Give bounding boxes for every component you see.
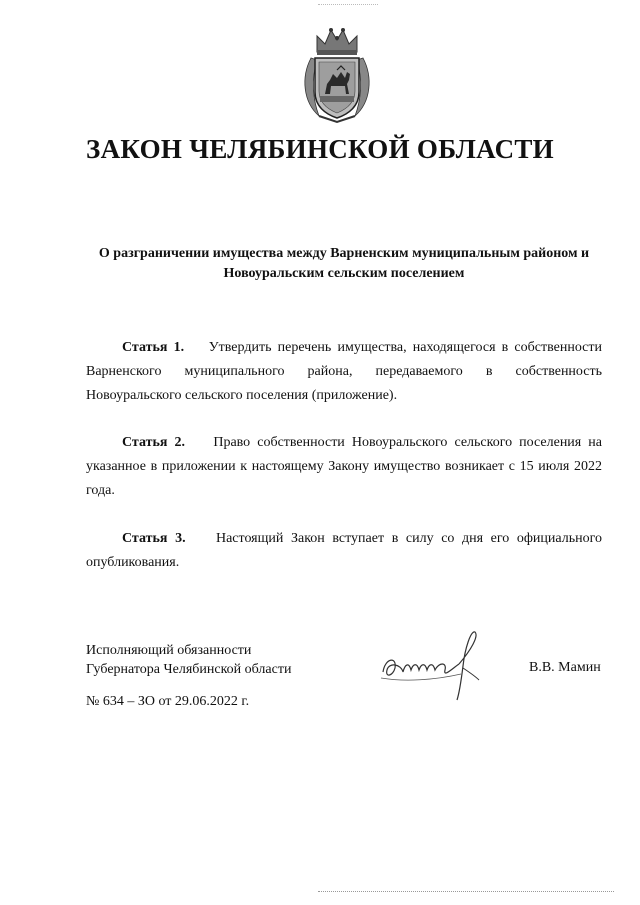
coat-of-arms-icon [297, 22, 377, 124]
article-1-label: Статья 1. [122, 340, 185, 355]
law-subject [88, 244, 600, 284]
law-number-date: № 634 – ЗО от 29.06.2022 г. [86, 694, 250, 709]
article-2 [86, 431, 602, 503]
law-subject-line-2: Новоуральским сельским поселением [223, 266, 465, 281]
article-1 [86, 336, 602, 408]
article-3-text: Настоящий Закон вступает в силу со дня его официального опубликования. [86, 531, 603, 570]
signatory-position [86, 641, 291, 679]
scan-artifact-rule [318, 891, 614, 892]
signatory-position-line-1: Исполняющий обязанности [86, 643, 252, 658]
article-2-label: Статья 2. [122, 435, 186, 450]
article-3 [86, 527, 602, 575]
article-1-text: Утвердить перечень имущества, находящегося в собственности Варненского муниципального района, передаваемого в собственность Новоуральского сельского поселения (приложение). [86, 340, 602, 403]
signatory-position-line-2: Губернатора Челябинской области [86, 662, 292, 677]
article-3-label: Статья 3. [122, 531, 186, 546]
article-2-text: Право собственности Новоуральского сельского поселения на указанное в приложении к настоящему Закону имущество возникает с 15 июля 2022 года. [86, 435, 603, 498]
law-title: ЗАКОН ЧЕЛЯБИНСКОЙ ОБЛАСТИ [86, 134, 554, 164]
scan-artifact-dots [318, 4, 378, 5]
handwritten-signature-icon [375, 628, 495, 703]
law-subject-line-1: О разграничении имущества между Варненским муниципальным районом и [98, 246, 590, 261]
signatory-name: В.В. Мамин [529, 660, 601, 675]
